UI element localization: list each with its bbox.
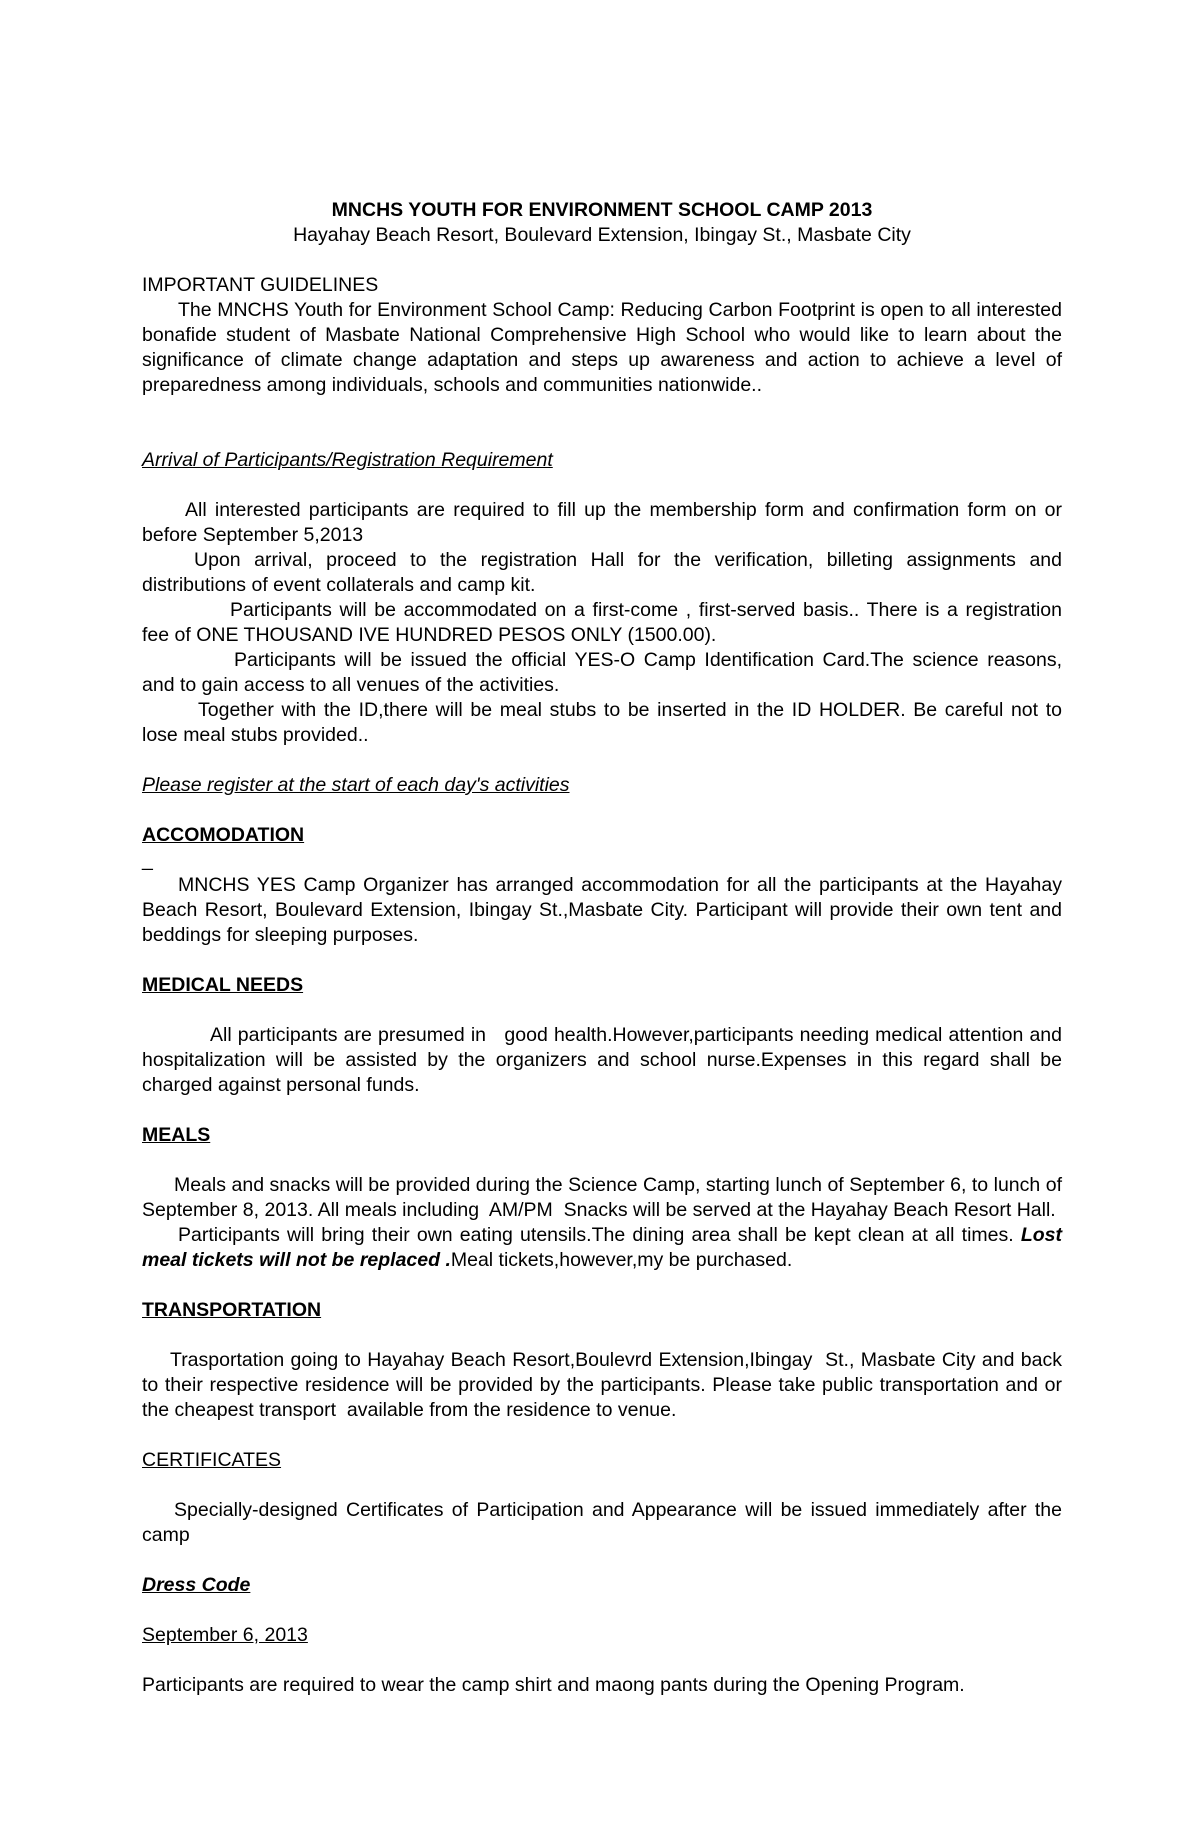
accommodation-dash: _: [142, 849, 153, 871]
document-page: [142, 198, 1068, 1698]
accommodation-text: MNCHS YES Camp Organizer has arranged accommodation for all the participants at the Hayahay Beach Resort, Boulevard Extension, Ibingay St.,Masbate City. Participant will provide their own tent and beddings for sleeping purposes.: [142, 874, 1062, 946]
guidelines-heading: IMPORTANT GUIDELINES: [142, 274, 379, 296]
arrival-paragraph-2: Upon arrival, proceed to the registration Hall for the verification, billeting assignments and distributions of event collaterals and camp kit.: [142, 549, 1062, 596]
transportation-text: Trasportation going to Hayahay Beach Resort,Boulevrd Extension,Ibingay St., Masbate City and back to their respective residence will be provided by the participants. Please take public transportation and or the cheapest transport available from the residence to venue.: [142, 1349, 1068, 1421]
arrival-paragraph-1: All interested participants are required to fill up the membership form and confirmation form on or before September 5,2013: [142, 499, 1062, 546]
dress-code-heading: Dress Code: [142, 1574, 251, 1596]
medical-text: All participants are presumed in good health.However,participants needing medical attention and hospitalization will be assisted by the organizers and school nurse.Expenses in this regard shall be charged against personal funds.: [142, 1024, 1068, 1096]
meals-heading: MEALS: [142, 1124, 211, 1146]
arrival-heading: Arrival of Participants/Registration Requirement: [142, 449, 553, 471]
dress-code-text: Participants are required to wear the camp shirt and maong pants during the Opening Program.: [142, 1674, 965, 1696]
transportation-heading: TRANSPORTATION: [142, 1299, 322, 1321]
guidelines-intro: The MNCHS Youth for Environment School Camp: Reducing Carbon Footprint is open to all interested bonafide student of Masbate National Comprehensive High School who would like to learn about the significance of climate change adaptation and steps up awareness and action to achieve a level of preparedness among individuals, schools and communities nationwide..: [142, 299, 1062, 396]
dress-code-date: September 6, 2013: [142, 1624, 308, 1646]
document-title: MNCHS YOUTH FOR ENVIRONMENT SCHOOL CAMP 2013: [331, 199, 873, 221]
meals-paragraph-2: Participants will bring their own eating utensils.The dining area shall be kept clean at all times. Lost meal tickets will not be replaced .Meal tickets,however,my be purchased.: [142, 1224, 1062, 1271]
arrival-paragraph-4: Participants will be issued the official YES-O Camp Identification Card.The science reasons, and to gain access to all venues of the activities.: [142, 649, 1062, 696]
certificates-heading: CERTIFICATES: [142, 1449, 282, 1471]
arrival-paragraph-3: Participants will be accommodated on a first-come , first-served basis.. There is a registration fee of ONE THOUSAND IVE HUNDRED PESOS ONLY (1500.00).: [142, 599, 1062, 646]
certificates-text: Specially-designed Certificates of Participation and Appearance will be issued immediately after the camp: [142, 1499, 1062, 1546]
register-note: Please register at the start of each day's activities: [142, 774, 570, 796]
medical-heading: MEDICAL NEEDS: [142, 974, 304, 996]
lost-tickets-warning: Lost meal tickets will not be replaced .: [142, 1224, 1062, 1271]
meals-paragraph-1: Meals and snacks will be provided during the Science Camp, starting lunch of September 6, to lunch of September 8, 2013. All meals including AM/PM Snacks will be served at the Hayahay Beach Resort Hall.: [142, 1174, 1068, 1221]
document-subtitle: Hayahay Beach Resort, Boulevard Extension, Ibingay St., Masbate City: [293, 224, 911, 246]
arrival-paragraph-5: Together with the ID,there will be meal stubs to be inserted in the ID HOLDER. Be careful not to lose meal stubs provided..: [142, 699, 1062, 746]
accommodation-heading: ACCOMODATION: [142, 824, 305, 846]
